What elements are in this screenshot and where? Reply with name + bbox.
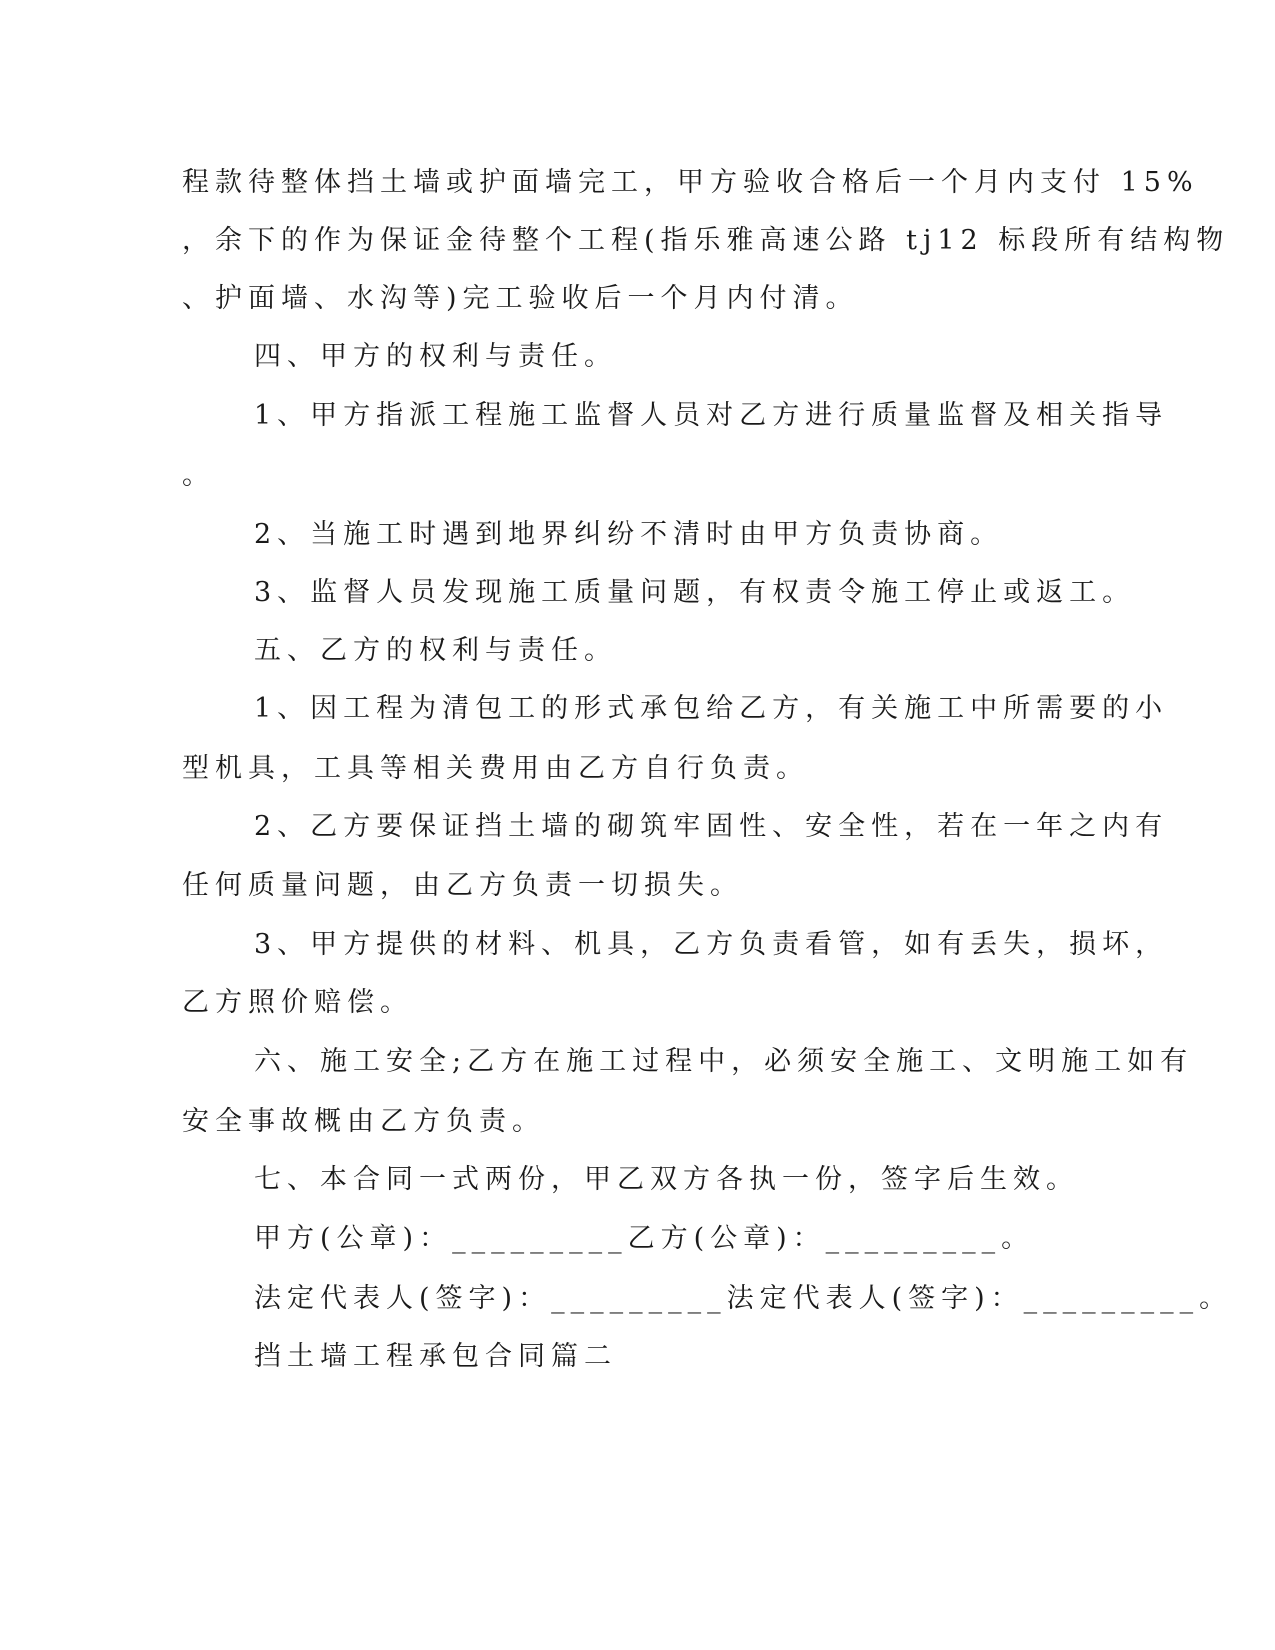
paragraph-line: 3、监督人员发现施工质量问题，有权责令施工停止或返工。 <box>254 577 1136 608</box>
section-heading-6: 六、施工安全;乙方在施工过程中，必须安全施工、文明施工如有 <box>254 1046 1194 1077</box>
section-heading-4: 四、甲方的权利与责任。 <box>254 341 617 372</box>
signature-line-representative: 法定代表人(签字)：_________法定代表人(签字)：_________。 <box>254 1283 1233 1314</box>
paragraph-line: ，余下的作为保证金待整个工程(指乐雅高速公路 tj12 标段所有结构物 <box>182 225 1230 256</box>
section-heading-7: 七、本合同一式两份，甲乙双方各执一份，签字后生效。 <box>254 1164 1079 1195</box>
paragraph-line: 2、当施工时遇到地界纠纷不清时由甲方负责协商。 <box>254 519 1004 550</box>
paragraph-line: 安全事故概由乙方负责。 <box>182 1106 545 1137</box>
section-heading-5: 五、乙方的权利与责任。 <box>254 635 617 666</box>
paragraph-line: 程款待整体挡土墙或护面墙完工，甲方验收合格后一个月内支付 15% <box>182 167 1199 198</box>
signature-line-seal: 甲方(公章)：_________乙方(公章)：_________。 <box>254 1223 1035 1254</box>
next-section-title: 挡土墙工程承包合同篇二 <box>254 1341 617 1372</box>
paragraph-line: 1、因工程为清包工的形式承包给乙方，有关施工中所需要的小 <box>254 693 1169 724</box>
paragraph-line: 3、甲方提供的材料、机具，乙方负责看管，如有丢失，损坏， <box>254 929 1169 960</box>
paragraph-line: 1、甲方指派工程施工监督人员对乙方进行质量监督及相关指导 <box>254 400 1169 431</box>
paragraph-line: 2、乙方要保证挡土墙的砌筑牢固性、安全性，若在一年之内有 <box>254 811 1169 842</box>
paragraph-line: 。 <box>182 460 215 491</box>
paragraph-line: 型机具，工具等相关费用由乙方自行负责。 <box>182 753 809 784</box>
paragraph-line: 任何质量问题，由乙方负责一切损失。 <box>182 870 743 901</box>
paragraph-line: 、护面墙、水沟等)完工验收后一个月内付清。 <box>182 283 859 314</box>
paragraph-line: 乙方照价赔偿。 <box>182 987 413 1018</box>
